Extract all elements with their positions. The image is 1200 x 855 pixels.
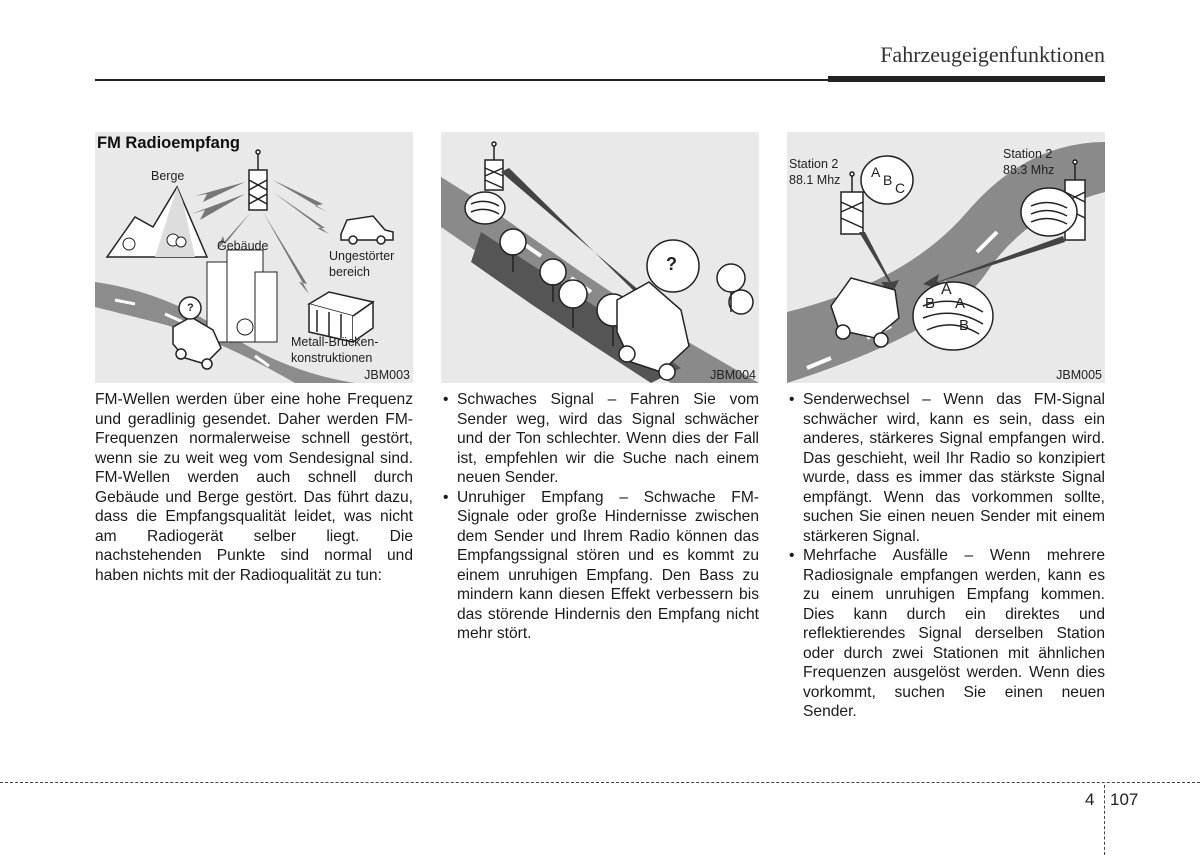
column-middle	[441, 390, 759, 644]
list-item-multiple-dropouts: • Mehrfache Ausfälle – Wenn mehrere Radiosignale empfangen werden, kann es zu einem unruhigen Empfang kommen. Dies kann durch ein direktes und reflektierendes Signal derselben Station oder durch zwei Stationen mit ähnlichen Frequenzen ausgelöst werden. Wenn dies vorkommt, suchen Sie einen neuen Sender.	[787, 546, 1105, 722]
label-station2-left-line2: 88.1 Mhz	[789, 173, 841, 187]
bubble-letter-a: A	[871, 164, 881, 180]
car-bubble-letter-b-2: B	[959, 317, 970, 334]
header-rule-accent	[828, 76, 1105, 82]
bubble-letter-c: C	[895, 180, 906, 196]
car-bubble-letter-a-2: A	[955, 295, 966, 312]
bullet-list-middle	[441, 390, 759, 644]
list-item-weak-signal: • Schwaches Signal – Fahren Sie vom Sender weg, wird das Signal schwächer und der Ton schlechter. Wenn dies der Fall ist, empfehlen wir die Suche nach einem neuen Sender.	[441, 390, 759, 488]
figure-title: FM Radioempfang	[97, 134, 240, 152]
label-metall-line1: Metall-Brücken-	[291, 335, 379, 349]
label-ungestoerter-line2: bereich	[329, 265, 370, 279]
label-station2-left-line1: Station 2	[789, 157, 839, 171]
figure-weak-signal	[441, 132, 759, 383]
label-gebaeude: Gebäude	[217, 239, 269, 253]
intro-paragraph: FM-Wellen werden über eine hohe Frequenz und geradlinig gesendet. Daher werden FM-Frequenzen normalerweise schnell gestört, wenn sie zu weit weg vom Sendesignal sind. FM-Wellen werden auch schnell durch Gebäude und Berge gestört. Das führt dazu, dass die Empfangsqualität leidet, was nicht am Radiogerät selber liegt. Die nachstehenden Punkte sind normal und haben nichts mit der Radioqualität zu tun:	[95, 391, 413, 584]
question-mark: ?	[666, 254, 677, 274]
label-ungestoerter-line1: Ungestörter	[329, 249, 395, 263]
list-item-unsteady-reception: • Unruhiger Empfang – Schwache FM-Signale oder große Hindernisse zwischen dem Sender und Ihrem Radio können das Empfangssignal stören und es kommt zu einem unruhigen Empfang. Den Bass zu mindern kann diesen Effekt verbessern bis das störende Hindernis den Empfang nicht mehr stört.	[441, 488, 759, 644]
label-station2-right-line2: 88.3 Mhz	[1003, 163, 1055, 177]
page-number: 107	[1110, 790, 1139, 809]
chapter-number: 4	[1085, 790, 1095, 809]
figure-code: JBM003	[364, 368, 410, 382]
car-bubble-letter-b: B	[925, 295, 936, 312]
column-right	[787, 390, 1105, 722]
bullet-list-right	[787, 390, 1105, 722]
bubble-letter-b: B	[883, 172, 893, 188]
footer-rule	[0, 782, 1200, 783]
car-bubble-letter-a: A	[941, 281, 952, 298]
question-mark: ?	[187, 302, 194, 314]
weak-signal-illustration	[441, 132, 759, 383]
figure-code: JBM004	[710, 368, 756, 382]
label-station2-right-line1: Station 2	[1003, 147, 1053, 161]
label-metall-line2: konstruktionen	[291, 351, 373, 365]
label-berge: Berge	[151, 169, 185, 183]
page-header-title: Fahrzeugeigenfunktionen	[880, 42, 1105, 67]
figure-fm-radioempfang	[95, 132, 413, 383]
footer-divider	[1104, 785, 1105, 855]
column-left	[95, 390, 413, 585]
figure-code: JBM005	[1056, 368, 1102, 382]
list-item-station-switch: • Senderwechsel – Wenn das FM-Signal schwächer wird, kann es sein, dass ein anderes, stärkeres Signal empfangen wird. Das geschieht, weil Ihr Radio so konzipiert wurde, dass es immer das stärkste Signal empfängt. Wenn das vorkommen sollte, suchen Sie einen neuen Sender mit einem stärkeren Signal.	[787, 390, 1105, 546]
figure-station-switch	[787, 132, 1105, 383]
